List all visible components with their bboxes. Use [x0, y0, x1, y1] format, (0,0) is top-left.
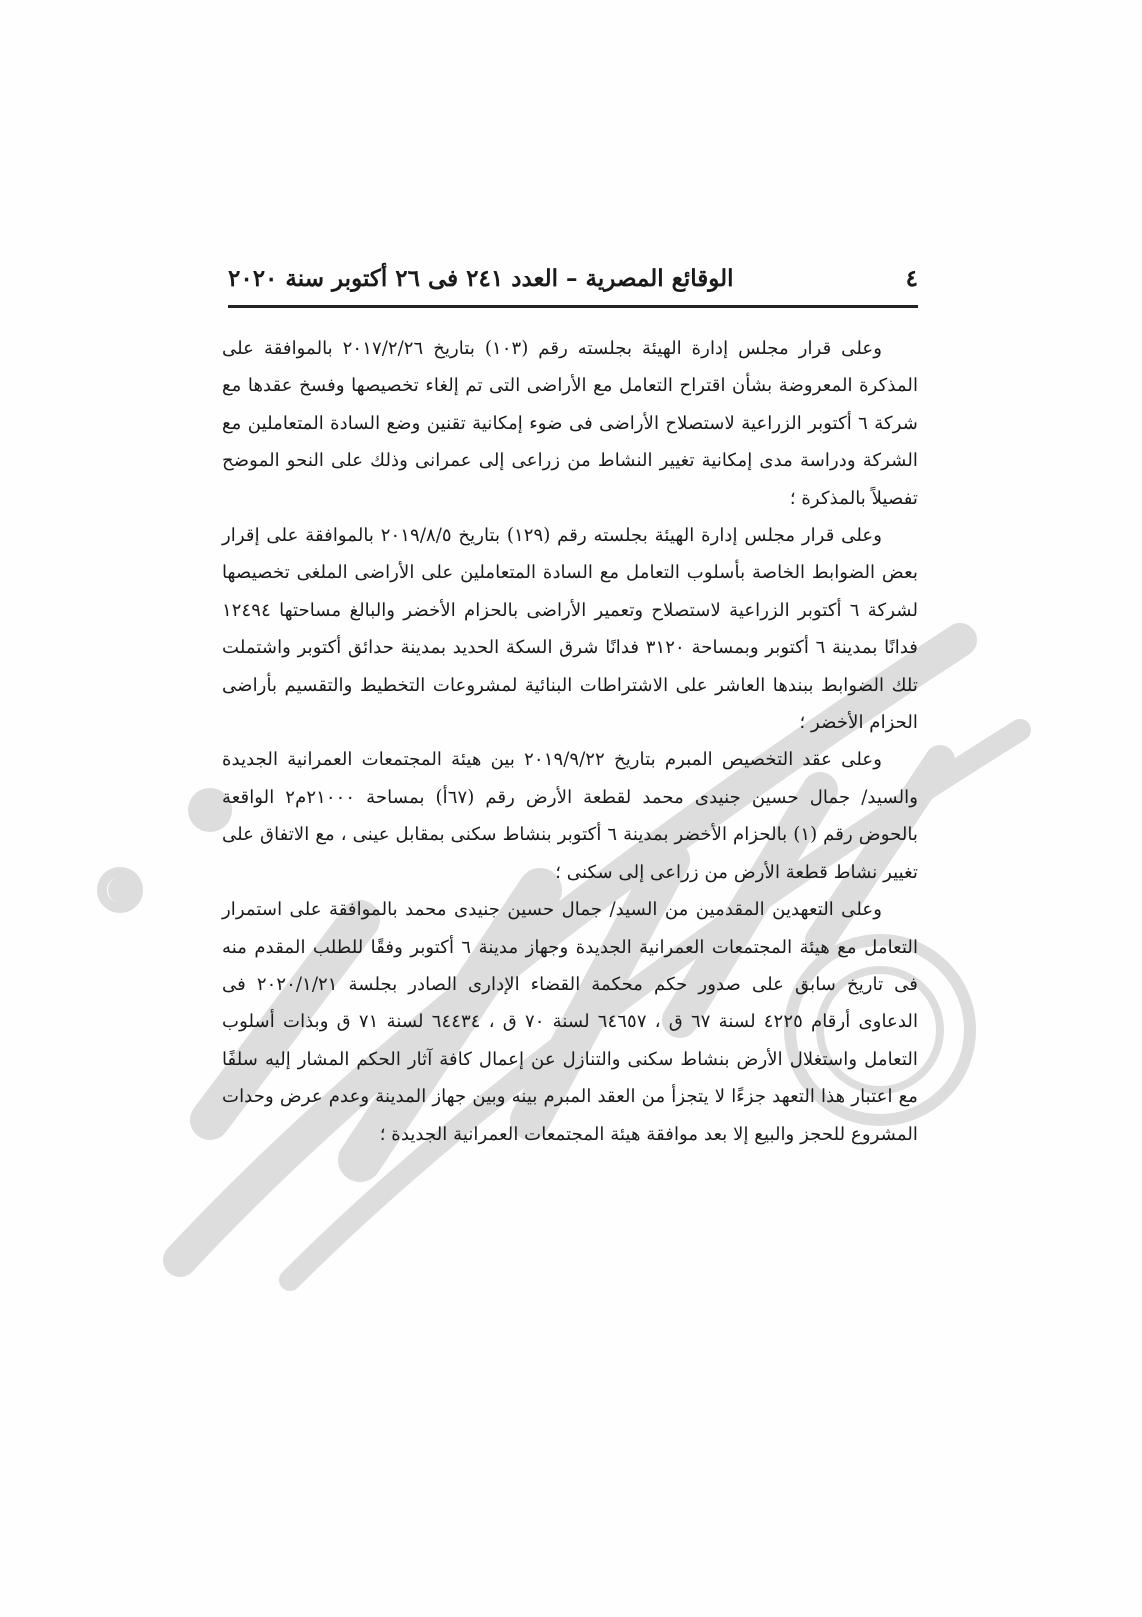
paragraph: وعلى قرار مجلس إدارة الهيئة بجلسته رقم (١٠٣) بتاريخ ٢٠١٧/٢/٢٦ بالموافقة على المذكرة المعروضة بشأن اقتراح التعامل مع الأراضى التى تم إلغاء تخصيصها وفسخ عقدها مع شركة ٦ أكتوبر الزراعية لاستصلاح الأراضى فى ضوء إمكانية تقنين وضع السادة المتعاملين مع الشركة ودراسة مدى إمكانية تغيير النشاط من زراعى إلى عمرانى وذلك على النحو الموضح تفصيلاً بالمذكرة ؛ — [222, 338, 918, 509]
gazette-title: الوقائع المصرية – العدد ٢٤١ فى ٢٦ أكتوبر سنة ٢٠٢٠ — [228, 264, 734, 292]
paragraph: وعلى عقد التخصيص المبرم بتاريخ ٢٠١٩/٩/٢٢ بين هيئة المجتمعات العمرانية الجديدة والسيد/ جمال حسين جنيدى محمد لقطعة الأرض رقم (٦٧أ) بمساحة ٢١٠٠٠م٢ الواقعة بالحوض رقم (١) بالحزام الأخضر بمدينة ٦ أكتوبر بنشاط سكنى بمقابل عينى ، مع الاتفاق على تغيير نشاط قطعة الأرض من زراعى إلى سكنى ؛ — [222, 749, 918, 883]
header-divider — [228, 305, 918, 308]
paragraph: وعلى التعهدين المقدمين من السيد/ جمال حسين جنيدى محمد بالموافقة على استمرار التعامل مع هيئة المجتمعات العمرانية الجديدة وجهاز مدينة ٦ أكتوبر وفقًا للطلب المقدم منه فى تاريخ سابق على صدور حكم محكمة القضاء الإدارى الصادر بجلسة ٢٠٢٠/١/٢١ فى الدعاوى أرقام ٤٢٢٥ لسنة ٦٧ ق ، ٦٤٦٥٧ لسنة ٧٠ ق ، ٦٤٤٣٤ لسنة ٧١ ق وبذات أسلوب التعامل واستغلال الأرض بنشاط سكنى والتنازل عن إعمال كافة آثار الحكم المشار إليه سلفًا مع اعتبار هذا التعهد جزءًا لا يتجزأ من العقد المبرم بينه وبين جهاز المدينة وعدم عرض وحدات المشروع للحجز والبيع إلا بعد موافقة هيئة المجتمعات العمرانية الجديدة ؛ — [222, 899, 919, 1145]
page-number: ٤ — [905, 264, 918, 292]
page-header — [228, 258, 918, 298]
document-body — [222, 330, 918, 1153]
paragraph: وعلى قرار مجلس إدارة الهيئة بجلسته رقم (١٢٩) بتاريخ ٢٠١٩/٨/٥ بالموافقة على إقرار بعض الضوابط الخاصة بأسلوب التعامل مع السادة المتعاملين على الأراضى الملغى تخصيصها لشركة ٦ أكتوبر الزراعية لاستصلاح وتعمير الأراضى بالحزام الأخضر والبالغ مساحتها ١٢٤٩٤ فدانًا بمدينة ٦ أكتوبر وبمساحة ٣١٢٠ فدانًا شرق السكة الحديد بمدينة حدائق أكتوبر واشتملت تلك الضوابط ببندها العاشر على الاشتراطات البنائية لمشروعات التخطيط والتقسيم بأراضى الحزام الأخضر ؛ — [222, 525, 918, 734]
